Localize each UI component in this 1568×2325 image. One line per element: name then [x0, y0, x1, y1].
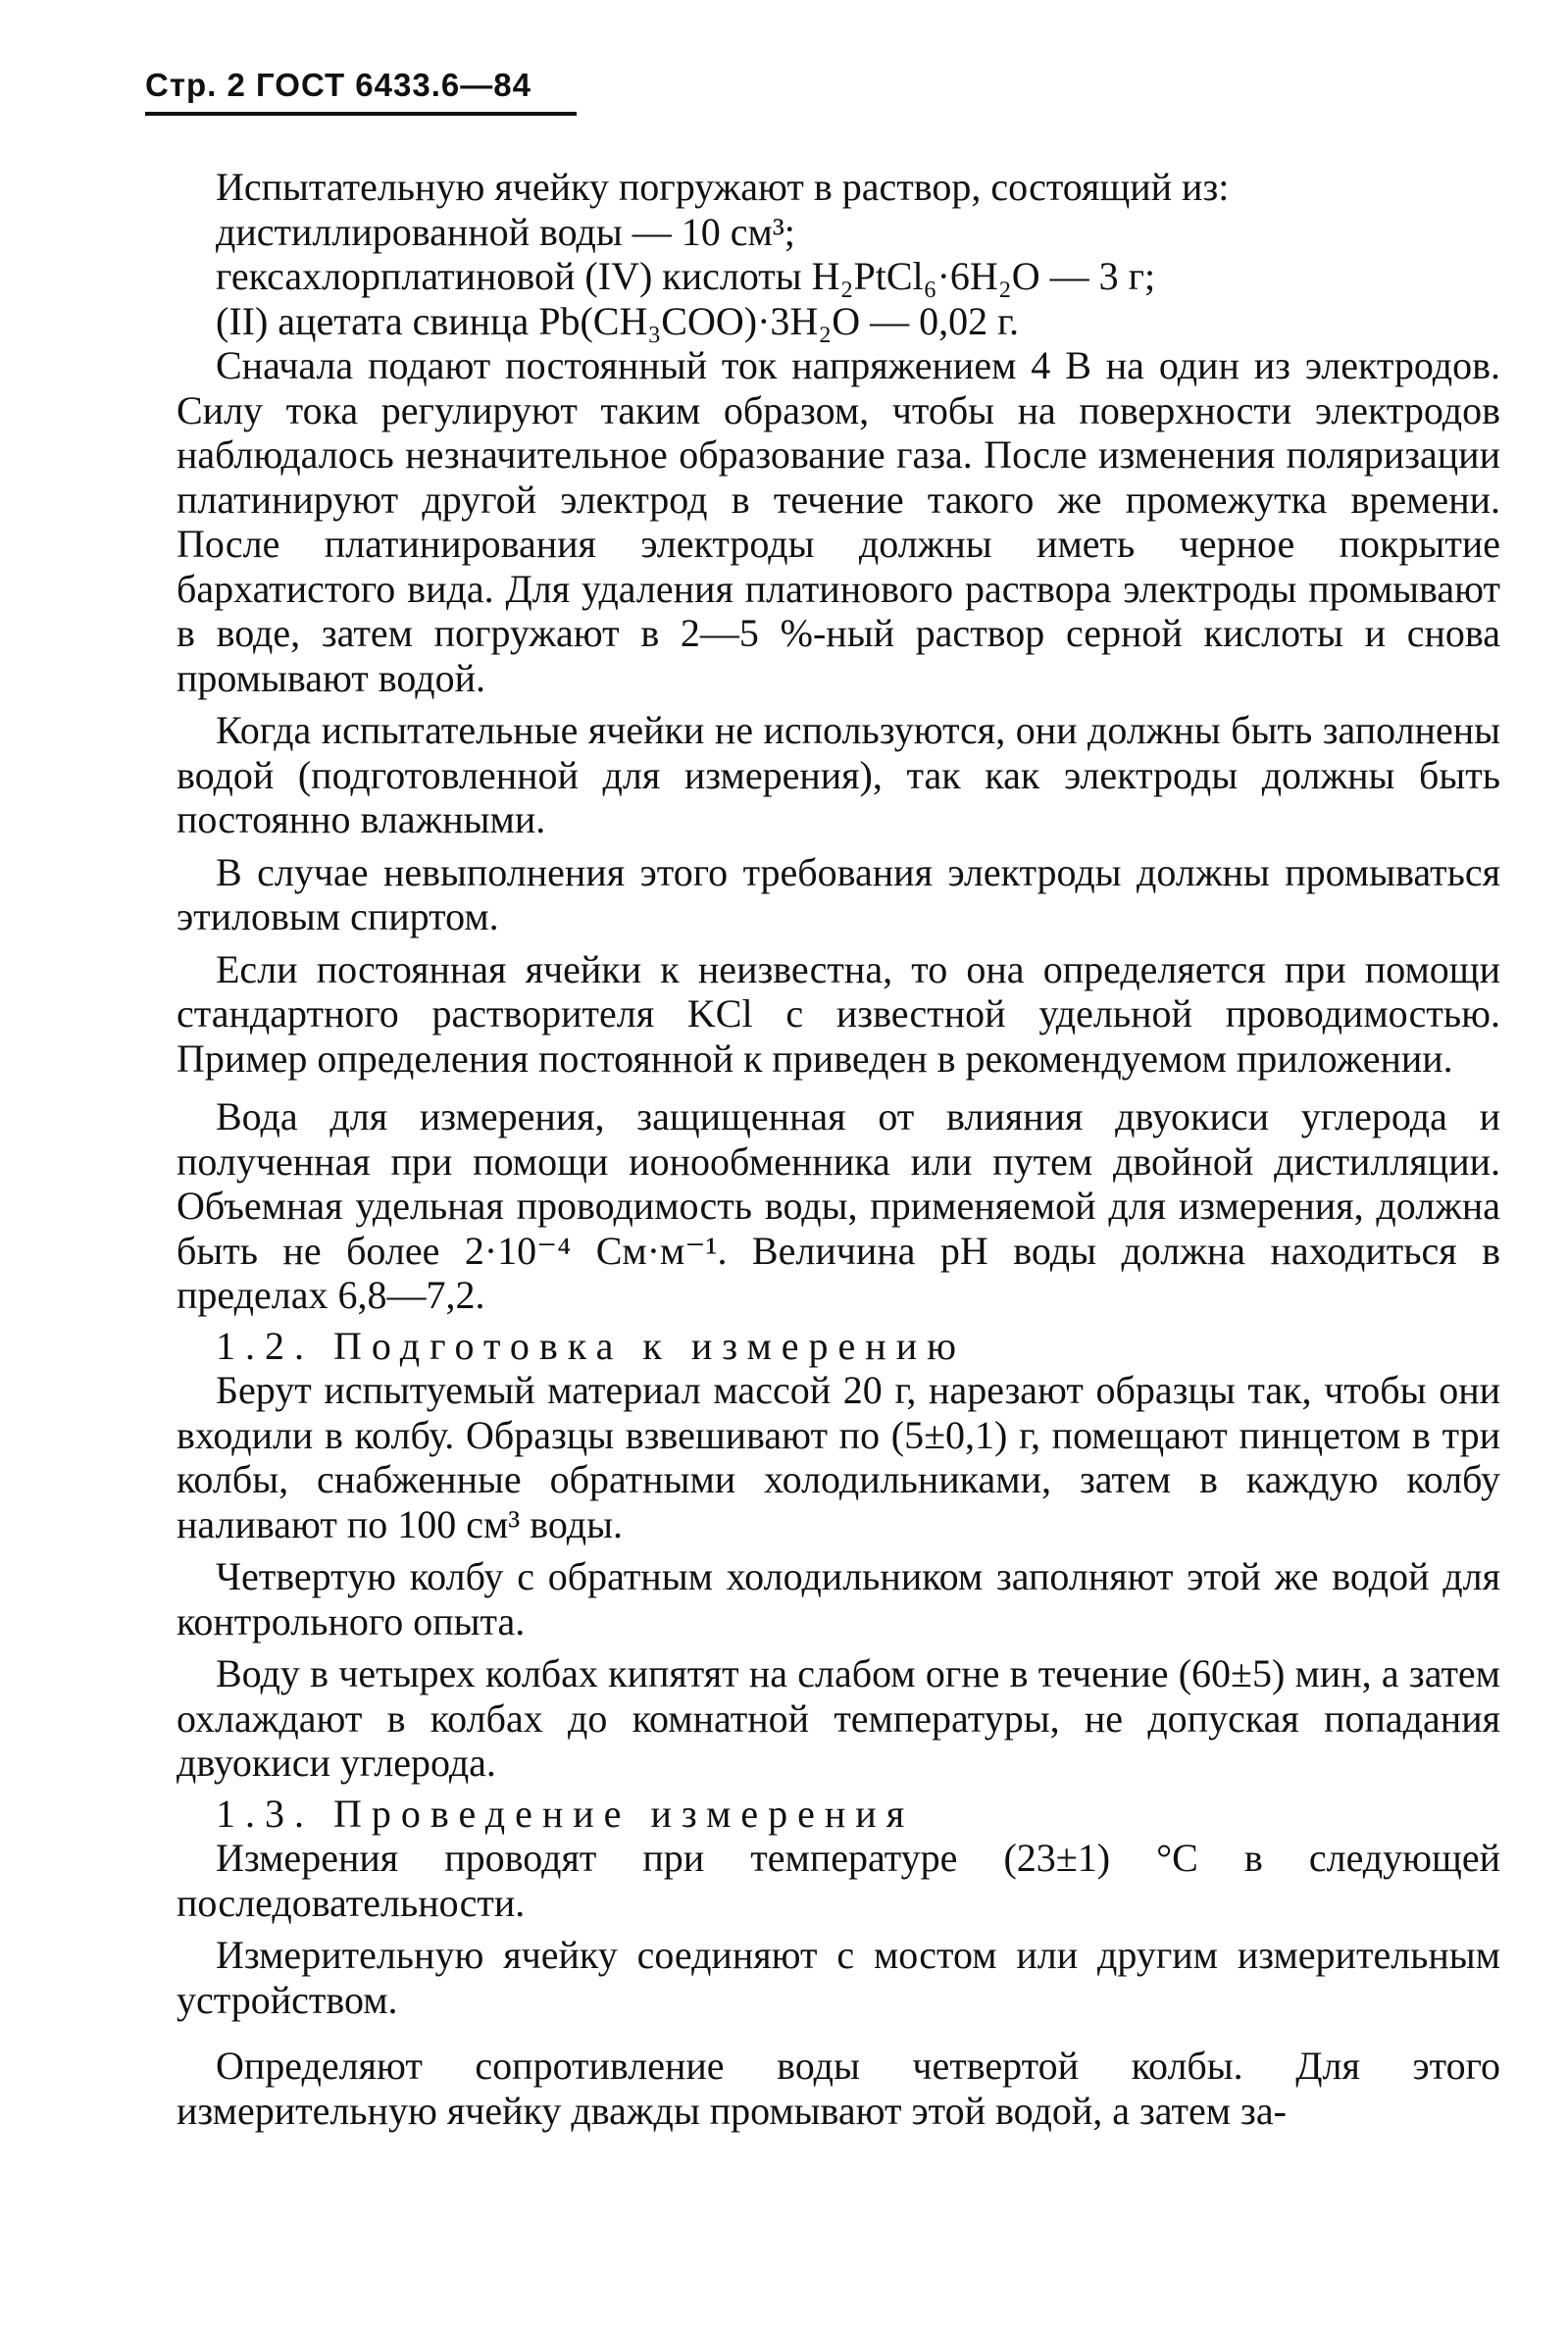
section-heading-1-3: 1.3. Проведение измерения: [216, 1791, 915, 1836]
intro-lead: Испытательную ячейку погружают в раствор, состоящий из:: [216, 165, 1230, 209]
page-header: Стр. 2 ГОСТ 6433.6—84: [145, 67, 531, 103]
solution-composition: [216, 210, 1500, 344]
section-heading-1-2: 1.2. Подготовка к измерению: [216, 1323, 966, 1368]
header-divider: [145, 112, 577, 116]
paragraph-measurement-water: Вода для измерения, защищенная от влияния двуокиси углерода и полученная при помощи ионообменника или путем двойной дистилляции. Объемная удельная проводимость воды, применяемой для измерения, должна быть не более 2·10⁻⁴ См·м⁻¹. Величина pH воды должна находиться в пределах 6,8—7,2.: [177, 1094, 1500, 1317]
paragraph-platinizing: Сначала подают постоянный ток напряжением 4 В на один из электродов. Силу тока регулируют таким образом, чтобы на поверхности электродов наблюдалось незначительное образование газа. После изменения поляризации платинируют другой электрод в течение такого же промежутка времени. После платинирования электроды должны иметь черное покрытие бархатистого вида. Для удаления платинового раствора электроды промывают в воде, затем погружают в 2—5 %-ный раствор серной кислоты и снова промывают водой.: [177, 343, 1500, 700]
paragraph-cell-constant: Если постоянная ячейки к неизвестна, то она определяется при помощи стандартного растворителя KCl с известной удельной проводимостью. Пример определения постоянной к приведен в рекомендуемом приложении.: [177, 946, 1500, 1081]
composition-item: гексахлорплатиновой (IV) кислоты H₂PtCl₆·6H₂O — 3 г;: [216, 254, 1156, 298]
paragraph-storage: Когда испытательные ячейки не используются, они должны быть заполнены водой (подготовленной для измерения), так как электроды должны быть постоянно влажными.: [177, 708, 1500, 841]
paragraph-samples: Берут испытуемый материал массой 20 г, нарезают образцы так, чтобы они входили в колбу. Образцы взвешивают по (5±0,1) г, помещают пинцетом в три колбы, снабженные обратными холодильниками, затем в каждую колбу наливают по 100 см³ воды.: [177, 1368, 1500, 1546]
paragraph-alcohol-rinse: В случае невыполнения этого требования электроды должны промываться этиловым спиртом.: [177, 849, 1500, 938]
paragraph-control-flask: Четвертую колбу с обратным холодильником заполняют этой же водой для контрольного опыта.: [177, 1554, 1500, 1643]
paragraph-boiling: Воду в четырех колбах кипятят на слабом огне в течение (60±5) мин, а затем охлаждают в колбах до комнатной температуры, не допуская попадания двуокиси углерода.: [177, 1651, 1500, 1785]
paragraph-resistance: Определяют сопротивление воды четвертой колбы. Для этого измерительную ячейку дважды промывают этой водой, а затем за-: [177, 2044, 1500, 2133]
intro-block: [177, 165, 1500, 343]
composition-item: (II) ацетата свинца Pb(CH₃COO)·3H₂O — 0,02 г.: [216, 298, 1020, 343]
document-body: [177, 165, 1500, 2133]
composition-item: дистиллированной воды — 10 см³;: [216, 209, 795, 254]
paragraph-connection: Измерительную ячейку соединяют с мостом или другим измерительным устройством.: [177, 1933, 1500, 2022]
paragraph-temperature: Измерения проводят при температуре (23±1) °С в следующей последовательности.: [177, 1836, 1500, 1925]
